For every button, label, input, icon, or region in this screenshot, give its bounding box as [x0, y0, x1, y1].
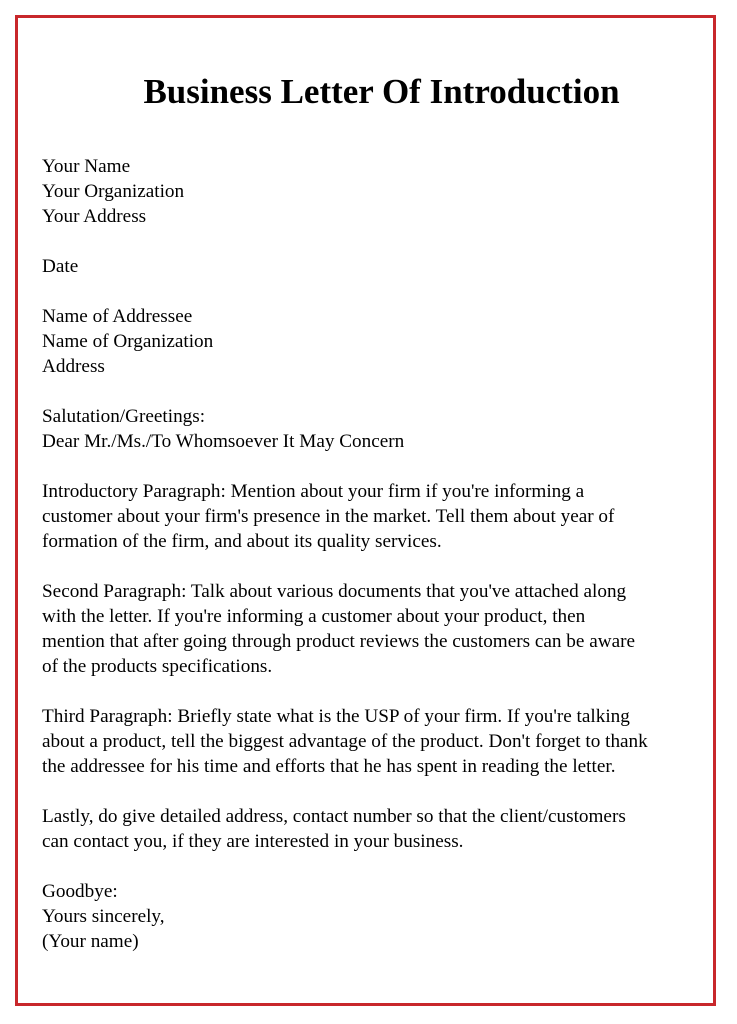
salutation-text: Dear Mr./Ms./To Whomsoever It May Concern	[42, 431, 405, 452]
closing-block	[42, 879, 712, 954]
addressee-address: Address	[42, 356, 105, 377]
sender-address: Your Address	[42, 206, 147, 227]
closing-text: Yours sincerely,	[42, 906, 165, 927]
paragraph-line: the addressee for his time and efforts that he has spent in reading the letter.	[42, 756, 616, 777]
paragraph-line: customer about your firm's presence in the market. Tell them about year of	[42, 506, 615, 527]
paragraph-line: about a product, tell the biggest advantage of the product. Don't forget to thank	[42, 731, 648, 752]
addressee-block	[42, 304, 712, 379]
letter-body	[42, 154, 712, 954]
sender-name: Your Name	[42, 156, 131, 177]
date-block	[42, 254, 712, 279]
paragraph-line: Third Paragraph: Briefly state what is the USP of your firm. If you're talking	[42, 706, 630, 727]
paragraph-line: Lastly, do give detailed address, contact number so that the client/customers	[42, 806, 626, 827]
closing-signature: (Your name)	[42, 931, 139, 952]
paragraph-line: Second Paragraph: Talk about various documents that you've attached along	[42, 581, 627, 602]
paragraph-introductory	[42, 479, 712, 554]
salutation-label: Salutation/Greetings:	[42, 406, 206, 427]
sender-organization: Your Organization	[42, 181, 185, 202]
paragraph-line: Introductory Paragraph: Mention about your firm if you're informing a	[42, 481, 585, 502]
sender-block	[42, 154, 712, 229]
closing-label: Goodbye:	[42, 881, 118, 902]
paragraph-line: mention that after going through product reviews the customers can be aware	[42, 631, 636, 652]
letter-title: Business Letter Of Introduction	[143, 72, 620, 111]
paragraph-third	[42, 704, 712, 779]
addressee-name: Name of Addressee	[42, 306, 193, 327]
salutation-block	[42, 404, 712, 454]
paragraph-line: with the letter. If you're informing a customer about your product, then	[42, 606, 586, 627]
letter-date: Date	[42, 256, 79, 277]
paragraph-line: formation of the firm, and about its quality services.	[42, 531, 442, 552]
paragraph-line: can contact you, if they are interested in your business.	[42, 831, 464, 852]
paragraph-line: of the products specifications.	[42, 656, 273, 677]
paragraph-lastly	[42, 804, 712, 854]
paragraph-second	[42, 579, 712, 679]
addressee-organization: Name of Organization	[42, 331, 214, 352]
